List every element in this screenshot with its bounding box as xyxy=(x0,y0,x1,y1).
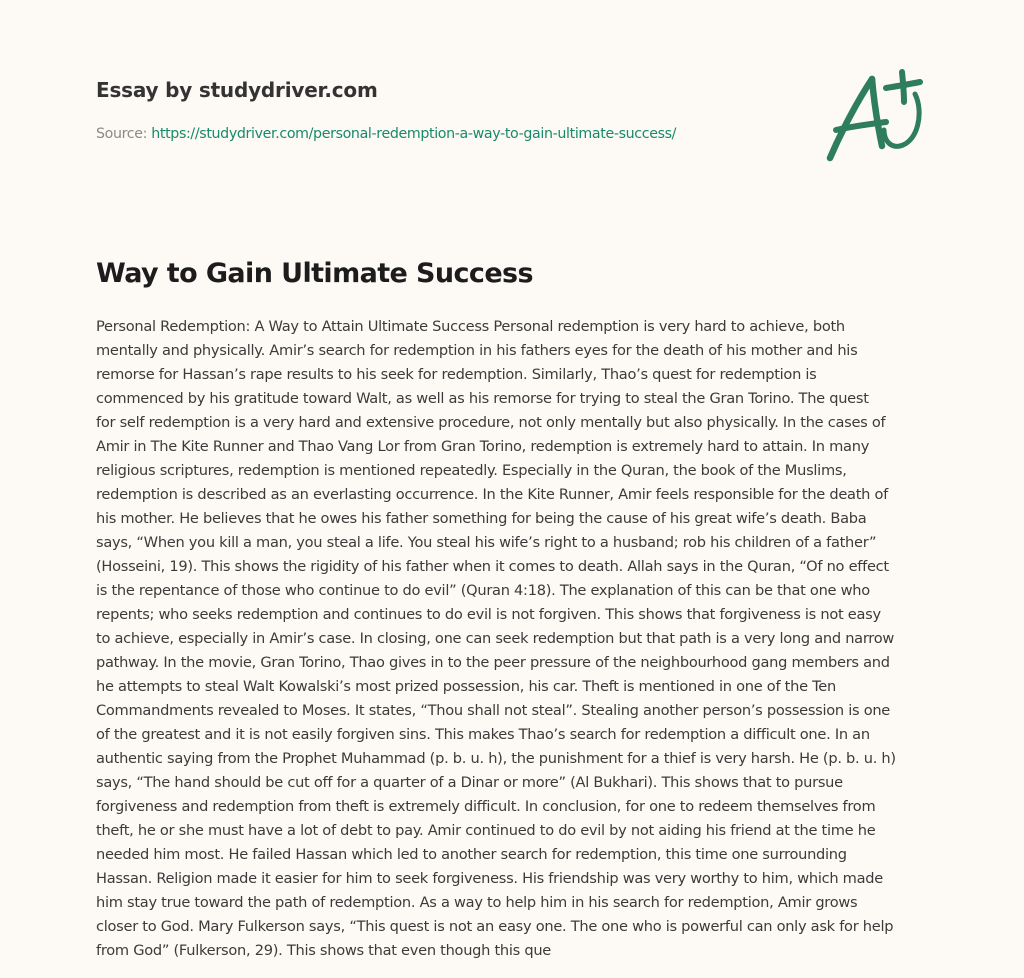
essay-line: pathway. In the movie, Gran Torino, Thao gives in to the peer pressure of the neighbourhood gang members and xyxy=(96,654,890,671)
essay-line: remorse for Hassan’s rape results to his seek for redemption. Similarly, Thao’s quest for redemption is xyxy=(96,366,817,383)
essay-line: theft, he or she must have a lot of debt to pay. Amir continued to do evil by not aiding his friend at the time he xyxy=(96,822,876,839)
essay-line: from God” (Fulkerson, 29). This shows that even though this que xyxy=(96,942,552,959)
source-link[interactable]: https://studydriver.com/personal-redemption-a-way-to-gain-ultimate-success/ xyxy=(151,126,677,142)
a-plus-grade-icon xyxy=(820,64,930,164)
essay-line: redemption is described as an everlasting occurrence. In the Kite Runner, Amir feels responsible for the death of xyxy=(96,486,888,503)
essay-line: him stay true toward the path of redemption. As a way to help him in his search for redemption, Amir grows xyxy=(96,894,858,911)
essay-line: is the repentance of those who continue to do evil” (Quran 4:18). The explanation of this can be that one who xyxy=(96,582,870,599)
essay-line: religious scriptures, redemption is mentioned repeatedly. Especially in the Quran, the book of the Muslims, xyxy=(96,462,847,479)
essay-line: Hassan. Religion made it easier for him to seek forgiveness. His friendship was very worthy to him, which made xyxy=(96,870,883,887)
essay-line: needed him most. He failed Hassan which led to another search for redemption, this time one surrounding xyxy=(96,846,847,863)
site-title: Essay by studydriver.com xyxy=(96,78,378,102)
essay-body xyxy=(96,315,936,963)
essay-line: says, “The hand should be cut off for a quarter of a Dinar or more” (Al Bukhari). This shows that to pursue xyxy=(96,774,843,791)
essay-line: repents; who seeks redemption and continues to do evil is not forgiven. This shows that forgiveness is not easy xyxy=(96,606,881,623)
essay-line: Commandments revealed to Moses. It states, “Thou shall not steal”. Stealing another person’s possession is one xyxy=(96,702,891,719)
essay-line: (Hosseini, 19). This shows the rigidity of his father when it comes to death. Allah says in the Quran, “Of no effect xyxy=(96,558,889,575)
page-header xyxy=(96,76,796,144)
essay-line: mentally and physically. Amir’s search for redemption in his fathers eyes for the death of his mother and his xyxy=(96,342,858,359)
page-title: Way to Gain Ultimate Success xyxy=(96,258,533,289)
essay-line: for self redemption is a very hard and extensive procedure, not only mentally but also physically. In the cases of xyxy=(96,414,886,431)
essay-line: closer to God. Mary Fulkerson says, “This quest is not an easy one. The one who is powerful can only ask for help xyxy=(96,918,894,935)
source-line xyxy=(96,124,796,144)
essay-line: he attempts to steal Walt Kowalski’s most prized possession, his car. Theft is mentioned in one of the Ten xyxy=(96,678,836,695)
essay-line: forgiveness and redemption from theft is extremely difficult. In conclusion, for one to redeem themselves from xyxy=(96,798,876,815)
source-label: Source: xyxy=(96,126,152,142)
essay-line: authentic saying from the Prophet Muhammad (p. b. u. h), the punishment for a thief is very harsh. He (p. b. u. h) xyxy=(96,750,896,767)
essay-line: says, “When you kill a man, you steal a life. You steal his wife’s right to a husband; rob his children of a father” xyxy=(96,534,877,551)
essay-line: Personal Redemption: A Way to Attain Ultimate Success Personal redemption is very hard to achieve, both xyxy=(96,318,845,335)
essay-line: Amir in The Kite Runner and Thao Vang Lor from Gran Torino, redemption is extremely hard to attain. In many xyxy=(96,438,870,455)
essay-line: commenced by his gratitude toward Walt, as well as his remorse for trying to steal the Gran Torino. The quest xyxy=(96,390,869,407)
essay-line: to achieve, especially in Amir’s case. In closing, one can seek redemption but that path is a very long and narrow xyxy=(96,630,895,647)
essay-line: his mother. He believes that he owes his father something for being the cause of his great wife’s death. Baba xyxy=(96,510,867,527)
essay-line: of the greatest and it is not easily forgiven sins. This makes Thao’s search for redemption a difficult one. In an xyxy=(96,726,870,743)
